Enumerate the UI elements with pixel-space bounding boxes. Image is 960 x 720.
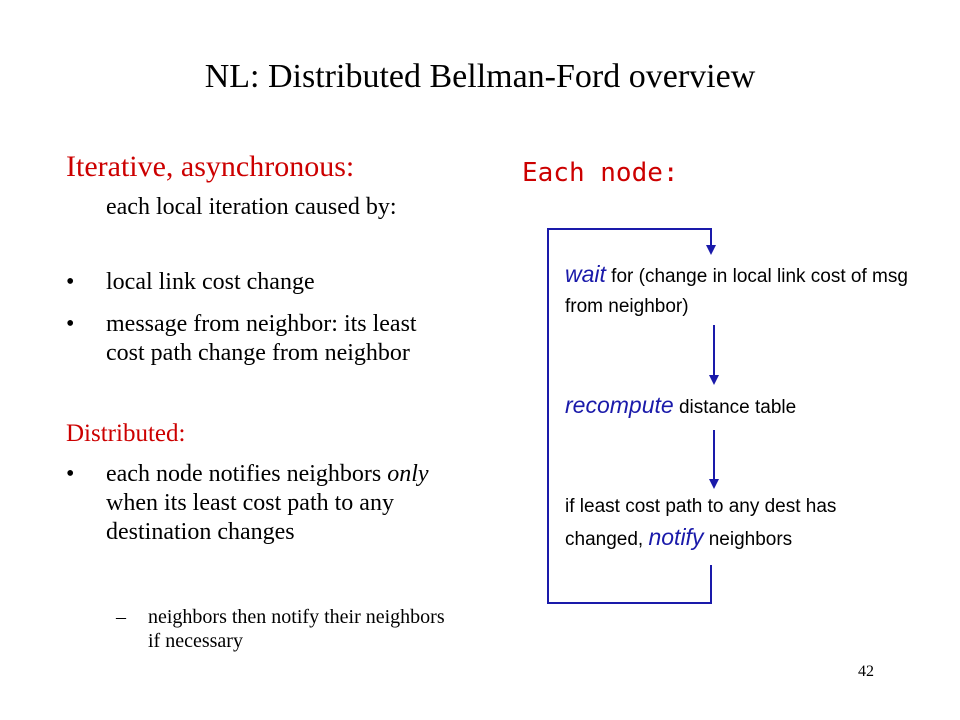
caused-by-text: each local iteration caused by: — [106, 194, 397, 220]
sub-bullet-text: neighbors then notify their neighbors if necessary — [148, 606, 445, 652]
bullet-glyph: • — [66, 461, 75, 487]
page-number: 42 — [858, 663, 874, 680]
iterative-heading: Iterative, asynchronous: — [66, 150, 355, 183]
step-notify-keyword: notify — [648, 524, 704, 550]
bullet-text: local link cost change — [106, 269, 315, 295]
each-node-heading: Each node: — [522, 158, 679, 188]
step-wait-rest: for (change in local link cost of msg from neighbor) — [565, 266, 908, 317]
step-wait — [565, 259, 915, 322]
step-wait-keyword: wait — [565, 261, 606, 287]
slide-title: NL: Distributed Bellman-Ford overview — [204, 58, 756, 95]
dash-glyph: – — [116, 606, 126, 628]
step-notify-post: neighbors — [703, 529, 793, 550]
bullet-glyph: • — [66, 311, 75, 337]
bullet-glyph: • — [66, 269, 75, 295]
step-recompute-keyword: recompute — [565, 392, 674, 418]
bullet-text: message from neighbor: its least cost path change from neighbor — [106, 311, 417, 366]
step-notify — [565, 492, 915, 555]
bullet-text-emphasis: only — [387, 461, 429, 487]
step-recompute — [565, 392, 915, 419]
step-recompute-rest: distance table — [673, 397, 797, 418]
distributed-heading: Distributed: — [66, 420, 186, 447]
step-notify-pre: if least cost path to any dest has changed, — [565, 496, 837, 550]
bullet-text-post: when its least cost path to any destination changes — [106, 490, 394, 545]
bullet-text-pre: each node notifies neighbors — [106, 461, 388, 487]
